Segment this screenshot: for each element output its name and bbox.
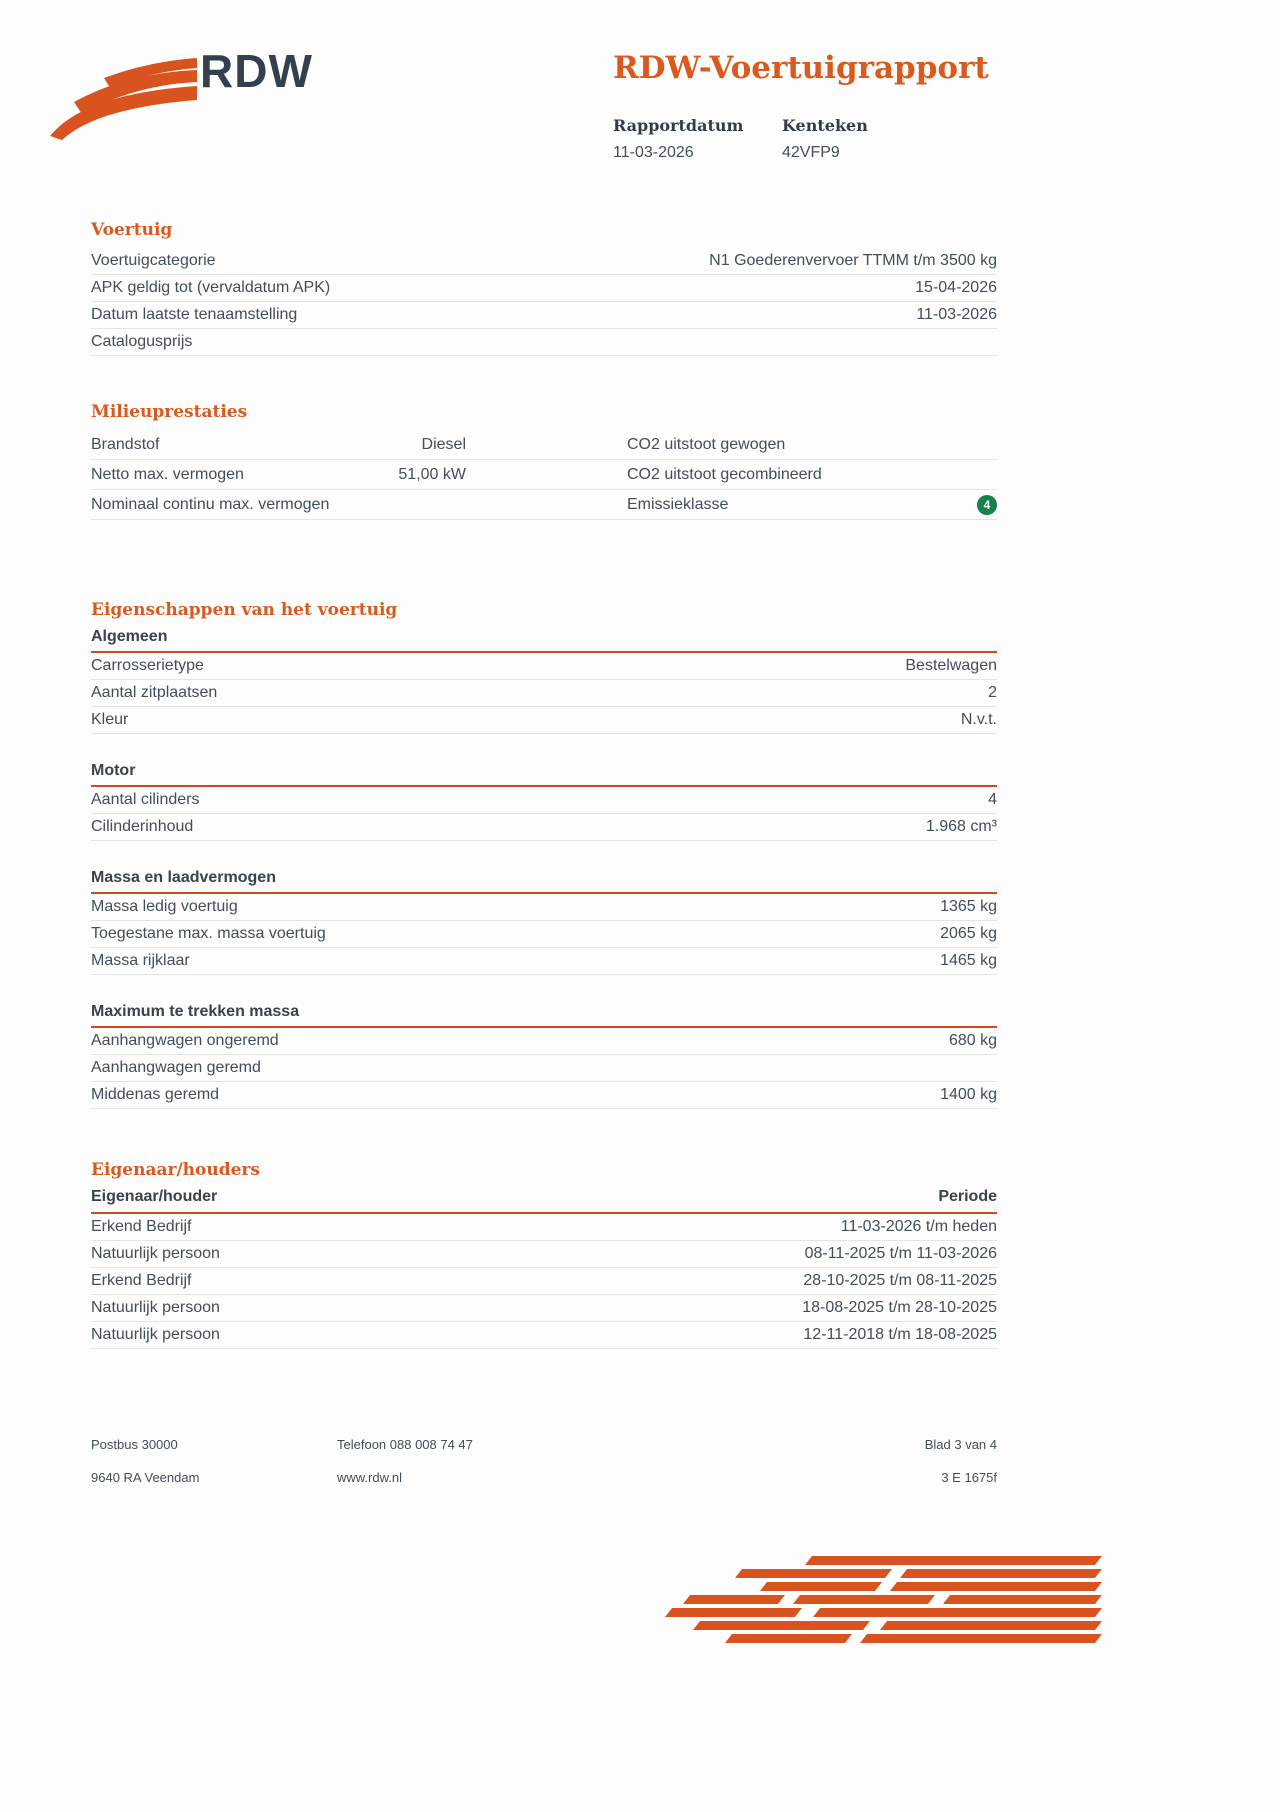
row-label: Carrosserietype <box>91 657 204 674</box>
table-row <box>91 921 997 948</box>
row-value: Bestelwagen <box>905 657 997 674</box>
row-label: Massa rijklaar <box>91 952 190 969</box>
footer-website: www.rdw.nl <box>337 1470 403 1485</box>
table-row <box>91 1082 997 1109</box>
section-voertuig <box>91 220 997 356</box>
footer-address-line2: 9640 RA Veendam <box>91 1470 200 1485</box>
owner-name: Erkend Bedrijf <box>91 1218 192 1235</box>
row-value: 1365 kg <box>940 898 997 915</box>
row-value: 15-04-2026 <box>915 279 997 296</box>
row-label: Netto max. vermogen <box>91 465 244 483</box>
report-date-label: Rapportdatum <box>613 116 744 135</box>
owner-name: Erkend Bedrijf <box>91 1272 192 1289</box>
row-label: Emissieklasse <box>627 495 729 513</box>
row-value: 2 <box>988 684 997 701</box>
row-label: APK geldig tot (vervaldatum APK) <box>91 279 331 296</box>
owner-name: Natuurlijk persoon <box>91 1245 220 1262</box>
row-label: Middenas geremd <box>91 1086 220 1103</box>
subsection-title: Algemeen <box>91 628 997 653</box>
footer-line <box>91 1437 997 1452</box>
page-title: RDW-Voertuigrapport <box>613 50 989 86</box>
table-row <box>91 1295 997 1322</box>
table-row <box>91 490 997 520</box>
owner-period: 28-10-2025 t/m 08-11-2025 <box>803 1272 997 1289</box>
table-row <box>91 680 997 707</box>
owner-period: 12-11-2018 t/m 18-08-2025 <box>803 1326 997 1343</box>
table-row <box>91 302 997 329</box>
table-row <box>91 1028 997 1055</box>
table-row <box>91 1055 997 1082</box>
row-label: Cilinderinhoud <box>91 818 194 835</box>
rdw-logo-text: RDW <box>200 45 313 97</box>
owners-col-owner: Eigenaar/houder <box>91 1188 218 1205</box>
row-value: 1400 kg <box>940 1086 997 1103</box>
table-row <box>91 894 997 921</box>
footer-form-code: 3 E 1675f <box>941 1470 997 1485</box>
table-row <box>91 1241 997 1268</box>
row-right-pair <box>627 466 997 484</box>
report-meta <box>613 116 868 162</box>
emission-class-badge: 4 <box>977 495 997 515</box>
row-value: 1465 kg <box>940 952 997 969</box>
subsection-title: Motor <box>91 762 997 787</box>
table-row <box>91 653 997 680</box>
row-label: Aantal zitplaatsen <box>91 684 218 701</box>
owner-name: Natuurlijk persoon <box>91 1326 220 1343</box>
table-row <box>91 787 997 814</box>
owner-period: 18-08-2025 t/m 28-10-2025 <box>802 1299 997 1316</box>
license-plate-label: Kenteken <box>782 116 868 135</box>
row-value: N1 Goederenvervoer TTMM t/m 3500 kg <box>709 252 997 269</box>
table-row <box>91 248 997 275</box>
row-value: 51,00 kW <box>398 465 466 483</box>
table-row <box>91 1322 997 1349</box>
table-row <box>91 329 997 356</box>
table-row <box>91 460 997 490</box>
section-milieuprestaties <box>91 402 997 520</box>
subsection-algemeen <box>91 628 997 734</box>
section-eigenschappen <box>91 600 997 1109</box>
section-title: Eigenschappen van het voertuig <box>91 600 398 620</box>
row-label: Toegestane max. massa voertuig <box>91 925 326 942</box>
owners-col-period: Periode <box>938 1188 997 1205</box>
row-value: 4 <box>988 791 997 808</box>
footer-address-line1: Postbus 30000 <box>91 1437 178 1452</box>
section-title: Milieuprestaties <box>91 402 248 422</box>
row-label: Datum laatste tenaamstelling <box>91 306 298 323</box>
license-plate-block <box>782 116 868 162</box>
section-eigenaren <box>91 1160 997 1349</box>
report-date-value: 11-03-2026 <box>613 144 694 161</box>
owner-name: Natuurlijk persoon <box>91 1299 220 1316</box>
row-value: N.v.t. <box>960 711 997 728</box>
row-right-pair <box>627 495 997 515</box>
row-left-pair <box>91 496 466 514</box>
row-label: Aantal cilinders <box>91 791 200 808</box>
page-footer <box>91 1437 997 1503</box>
table-row <box>91 1268 997 1295</box>
row-left-pair <box>91 466 466 484</box>
table-row <box>91 430 997 460</box>
row-label: Aanhangwagen ongeremd <box>91 1032 279 1049</box>
row-label: Catalogusprijs <box>91 333 193 350</box>
row-label: CO2 uitstoot gewogen <box>627 435 786 453</box>
row-value: 11-03-2026 <box>916 306 997 323</box>
row-label: Brandstof <box>91 435 160 453</box>
subsection-motor <box>91 762 997 841</box>
owner-period: 08-11-2025 t/m 11-03-2026 <box>804 1245 997 1262</box>
footer-phone: Telefoon 088 008 74 47 <box>337 1437 473 1452</box>
footer-page-number: Blad 3 van 4 <box>924 1437 997 1452</box>
row-right-pair <box>627 436 997 454</box>
table-row <box>91 275 997 302</box>
section-title: Voertuig <box>91 220 173 240</box>
subsection-title: Massa en laadvermogen <box>91 869 997 894</box>
license-plate-value: 42VFP9 <box>782 144 840 161</box>
row-label: Nominaal continu max. vermogen <box>91 495 330 513</box>
row-label: Kleur <box>91 711 129 728</box>
table-row <box>91 1214 997 1241</box>
row-label: Massa ledig voertuig <box>91 898 238 915</box>
section-title: Eigenaar/houders <box>91 1160 260 1180</box>
subsection-massa <box>91 869 997 975</box>
row-value: 680 kg <box>948 1032 997 1049</box>
subsection-trekken-massa <box>91 1003 997 1109</box>
owners-table-header <box>91 1188 997 1214</box>
row-label: CO2 uitstoot gecombineerd <box>627 465 822 483</box>
row-value: Diesel <box>421 435 466 453</box>
decorative-stripes-icon <box>665 1556 1105 1656</box>
footer-line <box>91 1470 997 1485</box>
row-label: Voertuigcategorie <box>91 252 216 269</box>
row-label: Aanhangwagen geremd <box>91 1059 261 1076</box>
owner-period: 11-03-2026 t/m heden <box>840 1218 997 1235</box>
rdw-logo-icon <box>48 52 198 140</box>
subsection-title: Maximum te trekken massa <box>91 1003 997 1028</box>
row-value: 1.968 cm³ <box>925 818 997 835</box>
table-row <box>91 707 997 734</box>
row-value: 2065 kg <box>940 925 997 942</box>
table-row <box>91 948 997 975</box>
table-row <box>91 814 997 841</box>
report-date-block <box>613 116 782 162</box>
row-left-pair <box>91 436 466 454</box>
